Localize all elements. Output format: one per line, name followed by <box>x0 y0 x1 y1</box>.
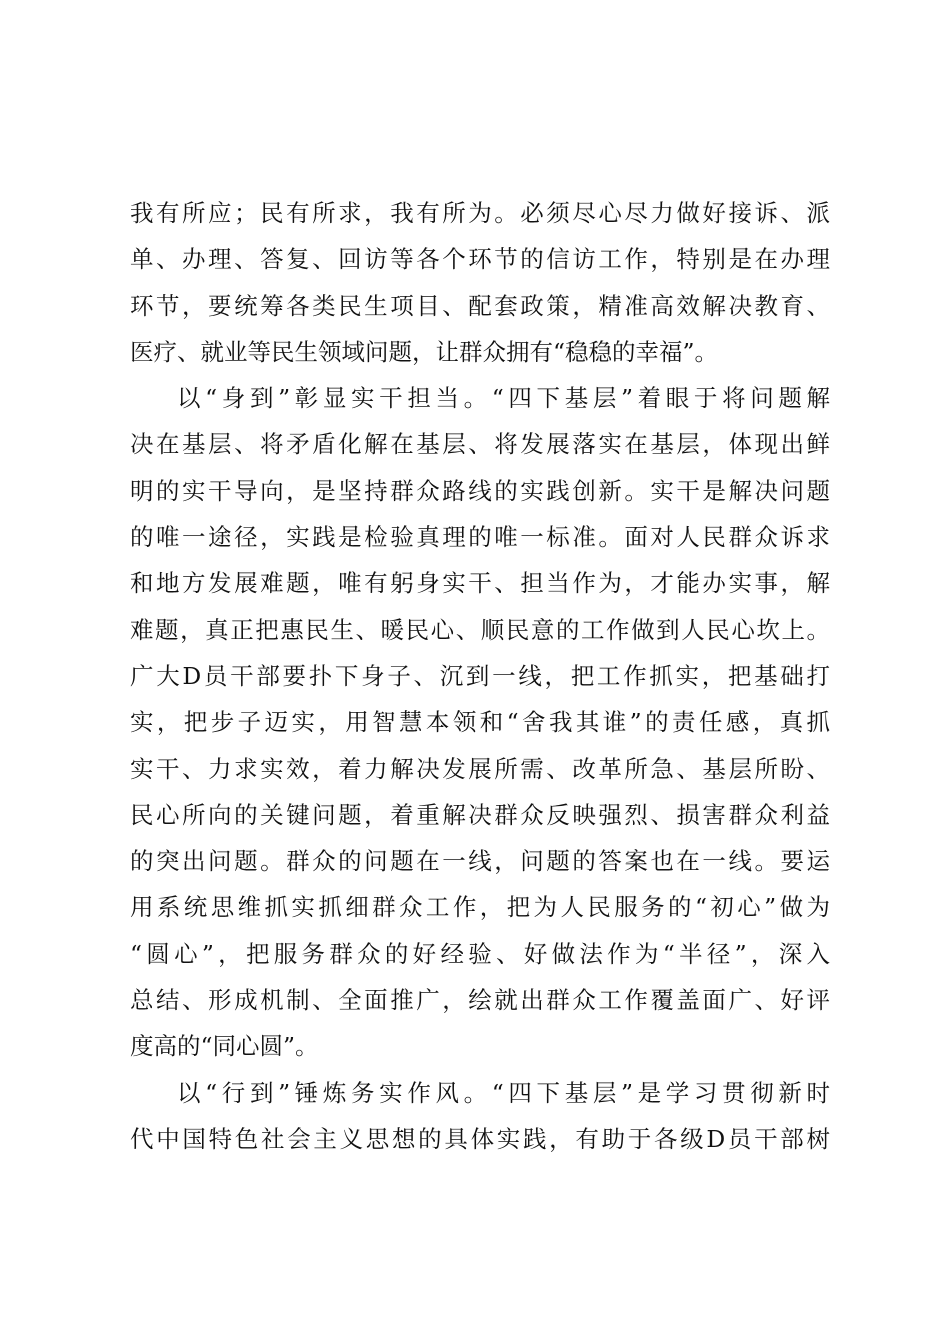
text-line: 的突出问题。群众的问题在一线，问题的答案也在一线。要运 <box>130 847 830 876</box>
text-line: 实干、力求实效，着力解决发展所需、改革所急、基层所盼、 <box>130 754 830 783</box>
text-line: 以“身到”彰显实干担当。“四下基层”着眼于将问题解 <box>177 384 830 413</box>
text-line: 以“行到”锤炼务实作风。“四下基层”是学习贯彻新时 <box>177 1078 830 1107</box>
text-line: 的唯一途径，实践是检验真理的唯一标准。面对人民群众诉求 <box>130 523 830 552</box>
text-line: 民心所向的关键问题，着重解决群众反映强烈、损害群众利益 <box>130 800 830 829</box>
text-line: 医疗、就业等民生领域问题，让群众拥有“稳稳的幸福”。 <box>130 337 719 366</box>
text-line: 广大D员干部要扑下身子、沉到一线，把工作抓实，把基础打 <box>130 661 830 690</box>
text-line: 总结、形成机制、全面推广，绘就出群众工作覆盖面广、好评 <box>130 986 830 1015</box>
text-line: 明的实干导向，是坚持群众路线的实践创新。实干是解决问题 <box>130 476 830 505</box>
text-line: 环节，要统筹各类民生项目、配套政策，精准高效解决教育、 <box>130 291 830 320</box>
text-line: 决在基层、将矛盾化解在基层、将发展落实在基层，体现出鲜 <box>130 430 830 459</box>
text-line: 和地方发展难题，唯有躬身实干、担当作为，才能办实事，解 <box>130 569 830 598</box>
text-line: 代中国特色社会主义思想的具体实践，有助于各级D员干部树 <box>130 1124 830 1153</box>
text-line: 难题，真正把惠民生、暖民心、顺民意的工作做到人民心坎上。 <box>130 615 830 644</box>
text-line: 实，把步子迈实，用智慧本领和“舍我其谁”的责任感，真抓 <box>130 708 830 737</box>
text-line: 用系统思维抓实抓细群众工作，把为人民服务的“初心”做为 <box>130 893 830 922</box>
text-line: 我有所应；民有所求，我有所为。必须尽心尽力做好接诉、派 <box>130 199 830 227</box>
document-body-text <box>130 190 830 1162</box>
text-line: “圆心”，把服务群众的好经验、好做法作为“半径”，深入 <box>130 939 830 968</box>
text-line: 度高的“同心圆”。 <box>130 1032 319 1061</box>
text-line: 单、办理、答复、回访等各个环节的信访工作，特别是在办理 <box>130 245 830 274</box>
